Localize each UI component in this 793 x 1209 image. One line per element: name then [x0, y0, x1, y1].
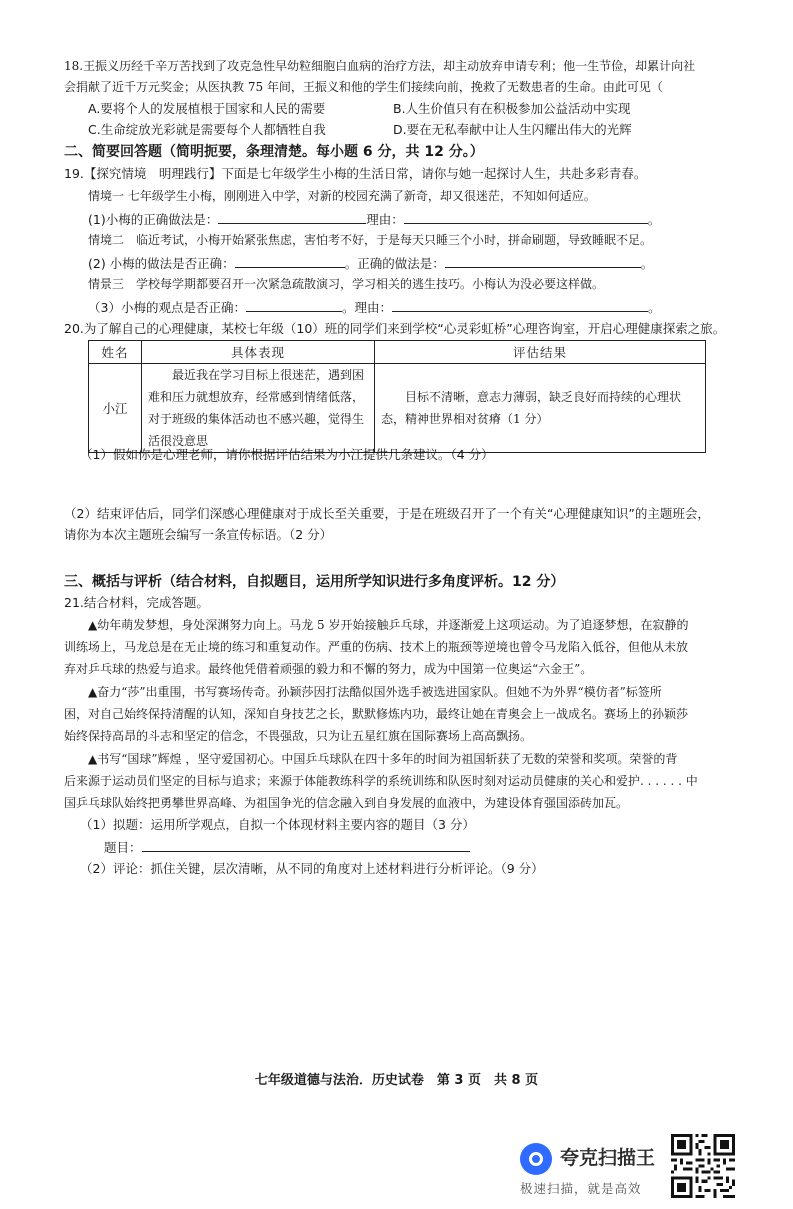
q21-material2-line1: ▲奋力“莎”出重围，书写赛场传奇。孙颖莎因打法酷似国外选手被选进国家队。但她不为外界“模仿者”标签所 — [88, 685, 662, 699]
q19-answer3-reason-label: 。理由： — [341, 300, 392, 315]
q21-material1-line3: 弃对乒乓球的热爱与追求。最终他凭借着顽强的毅力和不懈的努力，成为中国第一位奥运“六金王”。 — [64, 662, 593, 676]
q18-option-c: C.生命绽放光彩就是需要每个人都牺牲自我 — [88, 122, 326, 137]
q21-sub1: （1）拟题：运用所学观点，自拟一个体现材料主要内容的题目（3 分） — [80, 817, 475, 832]
section3-title: 三、概括与评析（结合材料，自拟题目，运用所学知识进行多角度评析。12 分） — [64, 574, 565, 590]
table-cell-description: 最近我在学习目标上很迷茫，遇到困难和压力就想放弃，经常感到情绪低落，对于班级的集体活动也不感兴趣，觉得生活很没意思 — [142, 364, 375, 453]
table-header-row — [89, 341, 706, 364]
q19-answer1-end: 。 — [647, 212, 661, 227]
q19-answer1-prompt: (1)小梅的正确做法是： — [88, 212, 219, 227]
scanner-brand-name: 夸克扫描王 — [560, 1147, 656, 1169]
q21-sub2-answer-area[interactable] — [80, 880, 700, 1050]
q19-answer2 — [88, 255, 653, 272]
q20-stem: 20.为了解自己的心理健康，某校七年级（10）班的同学们来到学校“心灵彩虹桥”心理咨询室，开启心理健康探索之旅。 — [64, 321, 726, 336]
q21-material1-line1: ▲幼年萌发梦想，身处深渊努力向上。马龙 5 岁开始接触乒乓球，并逐渐爱上这项运动。为了追逐梦想，在寂静的 — [88, 618, 689, 632]
table-header-name: 姓名 — [89, 341, 142, 364]
q21-title-blank[interactable] — [142, 839, 470, 852]
q20-sub1: （1）假如你是心理老师，请你根据评估结果为小江提供几条建议。（4 分） — [80, 447, 494, 462]
q19-answer1-blank[interactable] — [218, 211, 366, 224]
table-row — [89, 364, 706, 453]
section2-title: 二、简要回答题（简明扼要，条理清楚。每小题 6 分，共 12 分。） — [64, 144, 484, 160]
table-header-description: 具体表现 — [142, 341, 375, 364]
q19-answer2-correct-blank[interactable] — [445, 255, 641, 268]
qr-code-icon — [671, 1134, 735, 1198]
q21-title-line — [104, 839, 470, 856]
q19-answer1 — [88, 211, 660, 228]
q20-sub2-line1: （2）结束评估后，同学们深感心理健康对于成长至关重要，于是在班级召开了一个有关“心理健康知识”的主题班会， — [64, 506, 710, 521]
q20-sub2-line2: 请你为本次主题班会编写一条宣传标语。（2 分） — [64, 527, 333, 542]
q19-answer2-correct-label: 。正确的做法是： — [344, 256, 445, 271]
q19-answer1-reason-label: 理由： — [366, 212, 404, 227]
q19-answer2-prompt: (2) 小梅的做法是否正确： — [88, 256, 235, 271]
q21-material3-line1: ▲书写“国球”辉煌 ，坚守爱国初心。中国乒乓球队在四十多年的时间为祖国斩获了无数的荣誉和奖项。荣誉的背 — [88, 752, 678, 766]
q19-answer3-reason-blank[interactable] — [392, 299, 648, 312]
scanner-slogan: 极速扫描，就是高效 — [520, 1181, 642, 1196]
q19-answer1-reason-blank[interactable] — [404, 211, 648, 224]
q21-material1-line2: 训练场上，马龙总是在无止境的练习和重复动作。严重的伤病、技术上的瓶颈等逆境也曾令马龙陷入低谷，但他从未放 — [64, 640, 689, 654]
q21-stem: 21.结合材料，完成答题。 — [64, 595, 209, 610]
q19-scene3: 情景三 学校每学期都要召开一次紧急疏散演习，学习相关的逃生技巧。小梅认为没必要这样做。 — [88, 277, 605, 291]
q18-stem-line2: 会捐献了近千万元奖金；从医执教 75 年间，王振义和他的学生们接续向前，挽救了无数患者的生命。由此可见（ — [64, 80, 663, 94]
table-cell-name: 小江 — [89, 364, 142, 453]
q19-answer3 — [88, 299, 661, 316]
q19-answer3-prompt: （3）小梅的观点是否正确： — [88, 300, 246, 315]
q21-sub2: （2）评论：抓住关键，层次清晰，从不同的角度对上述材料进行分析评论。（9 分） — [80, 861, 544, 876]
q19-stem: 19.【探究情境 明理践行】下面是七年级学生小梅的生活日常，请你与她一起探讨人生，共赴多彩青春。 — [64, 166, 647, 181]
q18-option-d: D.要在无私奉献中让人生闪耀出伟大的光辉 — [393, 122, 632, 137]
q19-answer2-end: 。 — [640, 256, 654, 271]
page-footer: 七年级道德与法治．历史试卷 第 3 页 共 8 页 — [254, 1073, 539, 1088]
q21-title-label: 题目： — [104, 840, 142, 855]
q21-material2-line3: 始终保持高昂的斗志和坚定的信念，不畏强敌，只为让五星红旗在国际赛场上高高飘扬。 — [64, 729, 533, 743]
q18-stem-line1: 18.王振义历经千辛万苦找到了攻克急性早幼粒细胞白血病的治疗方法，却主动放弃申请专利；他一生节俭，却累计向社 — [64, 59, 696, 73]
q20-sub1-answer-area[interactable] — [80, 465, 700, 501]
q18-option-a: A.要将个人的发展植根于国家和人民的需要 — [88, 101, 326, 116]
q19-answer2-blank[interactable] — [235, 255, 345, 268]
table-cell-result: 目标不清晰，意志力薄弱，缺乏良好而持续的心理状态，精神世界相对贫瘠（1 分） — [375, 364, 706, 453]
scanner-logo-icon — [520, 1143, 552, 1175]
q19-answer3-blank[interactable] — [246, 299, 342, 312]
q19-scene2: 情境二 临近考试，小梅开始紧张焦虑，害怕考不好，于是每天只睡三个小时，拼命刷题，导致睡眠不足。 — [88, 233, 653, 247]
q19-scene1: 情境一 七年级学生小梅，刚刚进入中学，对新的校园充满了新奇，却又很迷茫，不知如何适应。 — [88, 189, 596, 203]
q21-material3-line2: 后来源于运动员们坚定的目标与追求；来源于体能教练科学的系统训练和队医时刻对运动员健康的关心和爱护. . . . . . 中 — [64, 774, 698, 788]
q21-material2-line2: 困，对自己始终保持清醒的认知，深知自身技艺之长，默默修炼内功，最终让她在青奥会上一战成名。赛场上的孙颖莎 — [64, 707, 689, 721]
evaluation-table — [88, 340, 706, 453]
table-header-result: 评估结果 — [375, 341, 706, 364]
q18-option-b: B.人生价值只有在积极参加公益活动中实现 — [393, 101, 631, 116]
q21-material3-line3: 国乒乓球队始终把勇攀世界高峰、为祖国争光的信念融入到自身发展的血液中，为建设体育强国添砖加瓦。 — [64, 796, 629, 810]
q19-answer3-end: 。 — [647, 300, 661, 315]
